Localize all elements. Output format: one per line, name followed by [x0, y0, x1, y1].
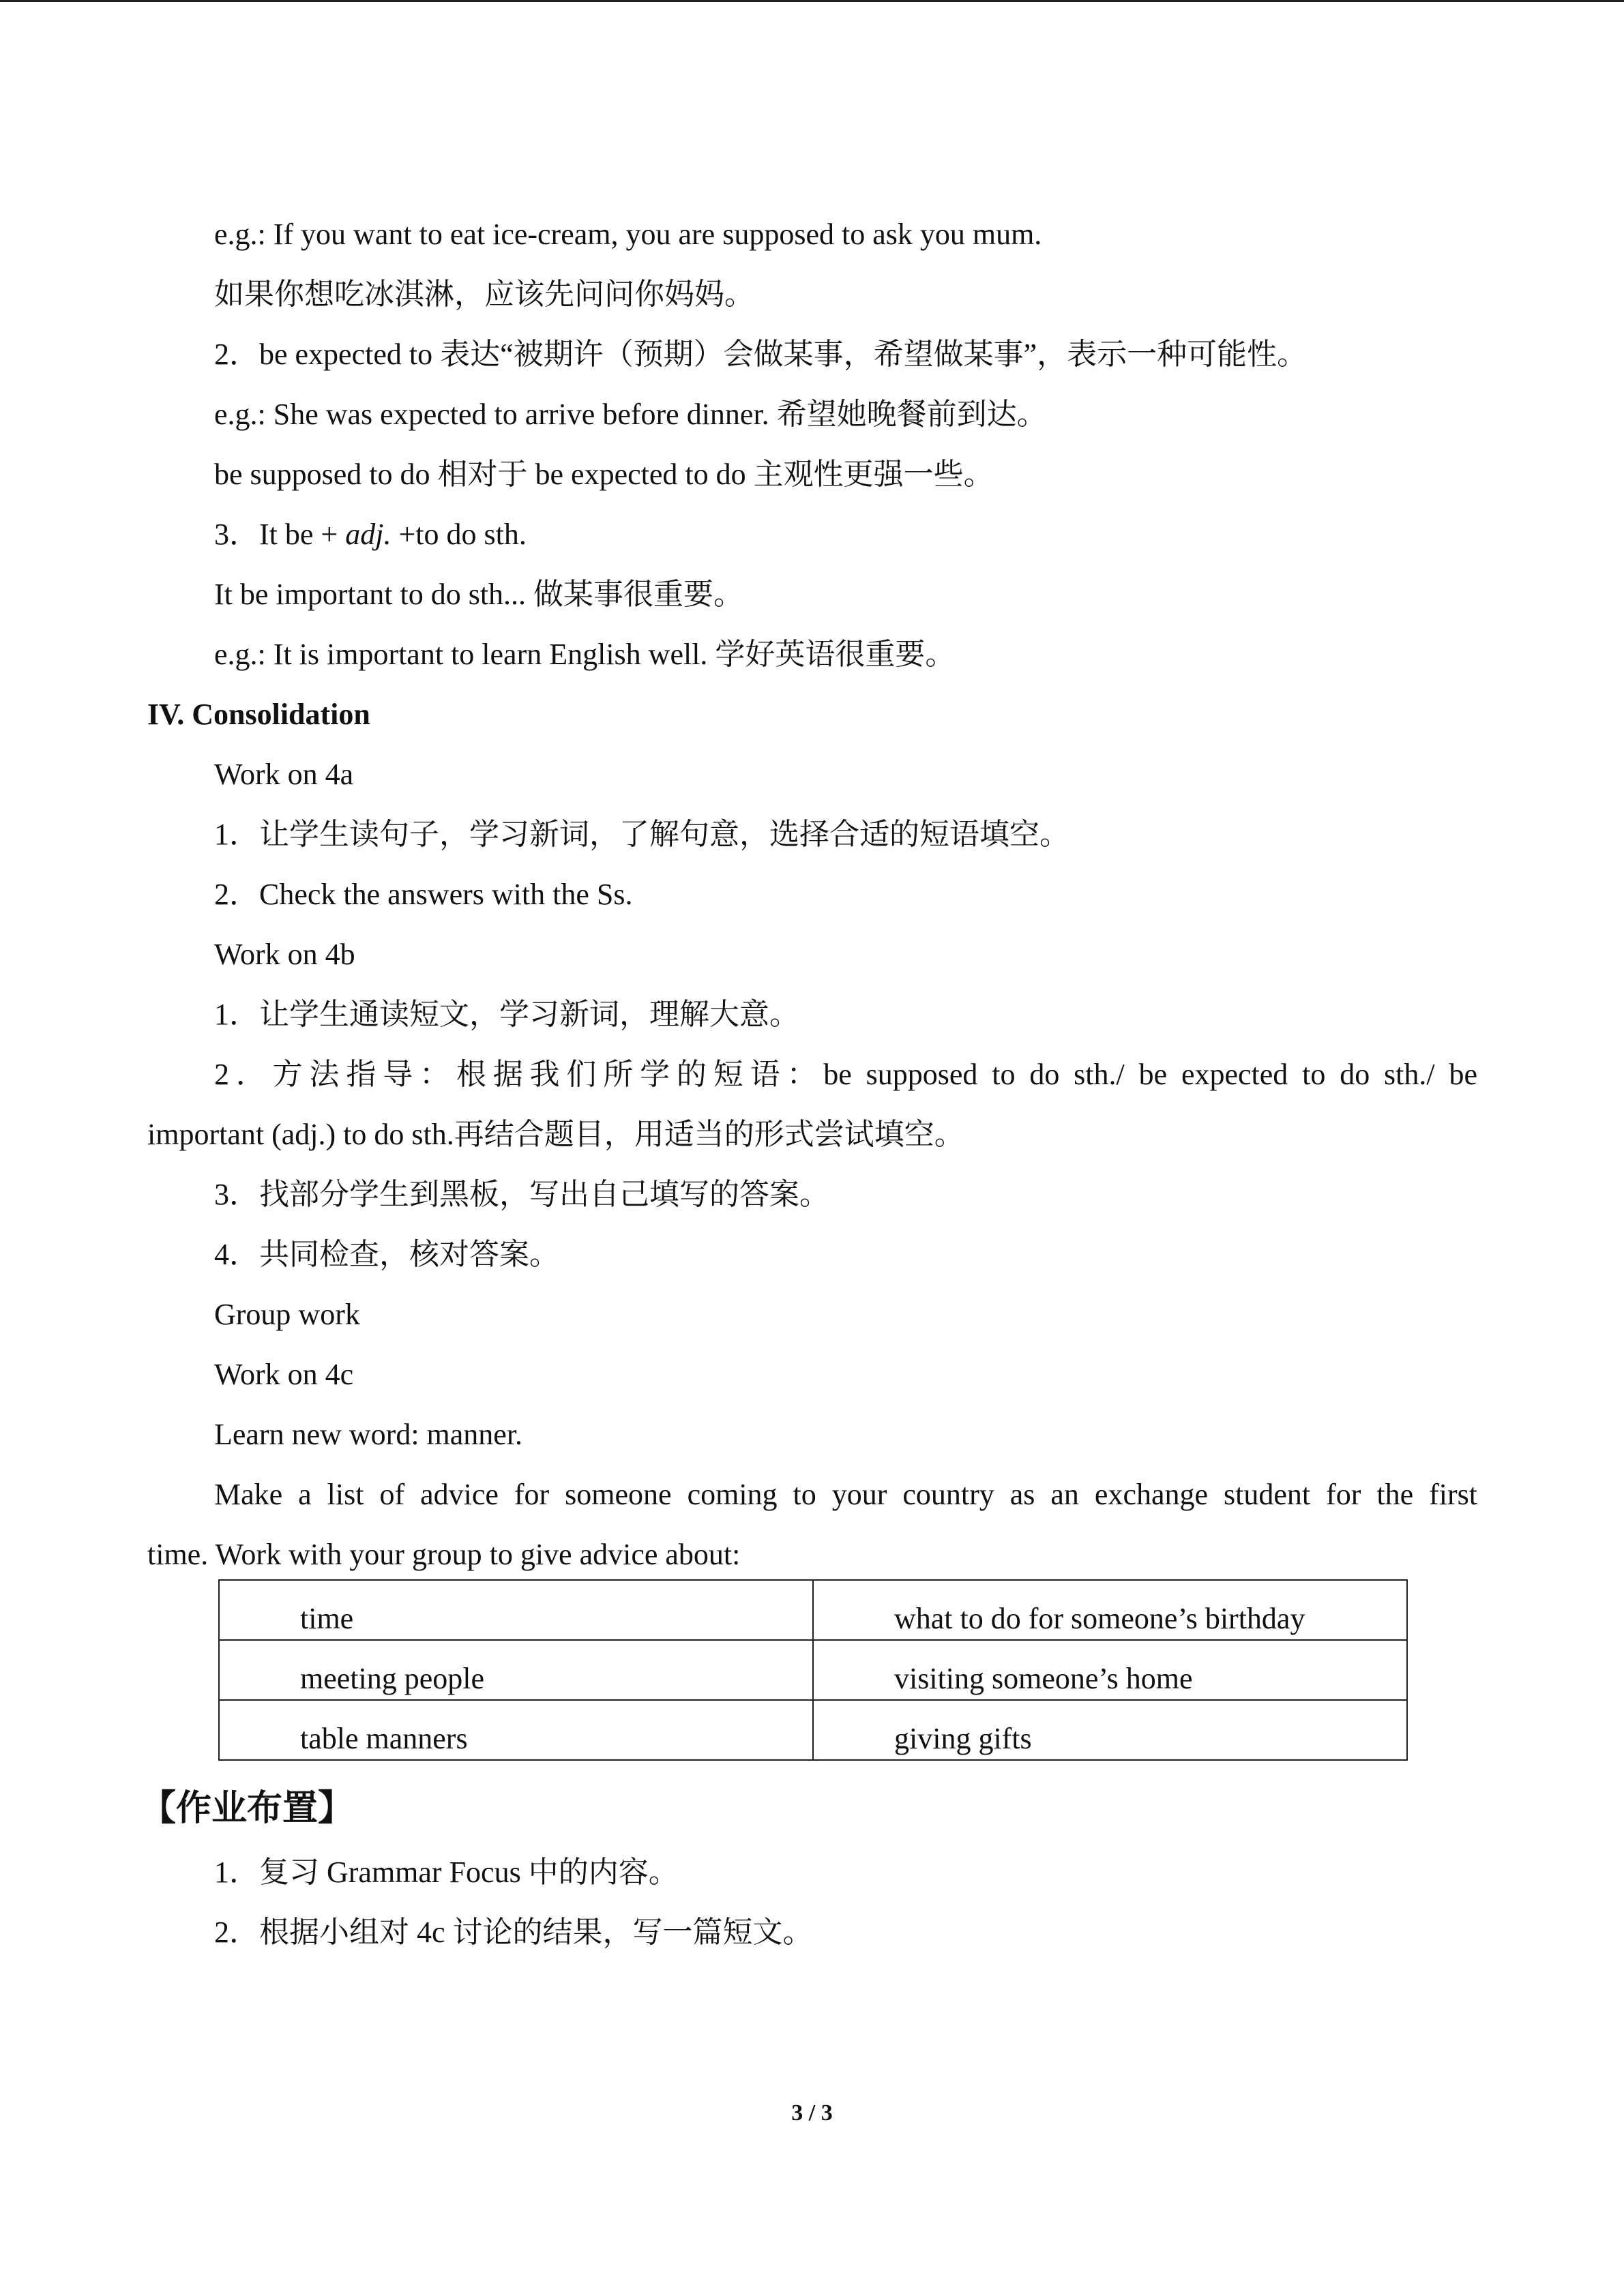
- example-line: e.g.: She was expected to arrive before dinner. 希望她晚餐前到达。: [214, 398, 1047, 431]
- advice-topics-table: [218, 1579, 1408, 1761]
- homework-item: 2．根据小组对 4c 讨论的结果，写一篇短文。: [214, 1915, 813, 1949]
- table-cell: visiting someone’s home: [813, 1640, 1407, 1700]
- work-4b-label: Work on 4b: [214, 938, 355, 971]
- page-number: 3 / 3: [791, 2100, 833, 2126]
- table-cell: giving gifts: [813, 1700, 1407, 1760]
- item-it-be-suffix: +to do sth.: [391, 518, 527, 551]
- top-border-line: [0, 0, 1624, 2]
- step-line: 4．共同检查，核对答案。: [214, 1238, 559, 1271]
- important-pattern: It be important to do sth... 做某事很重要。: [214, 578, 744, 611]
- step-line-continued: important (adj.) to do sth.再结合题目，用适当的形式尝试填空。: [147, 1118, 964, 1151]
- instruction-line: Make a list of advice for someone coming to your country as an exchange student for the first: [214, 1478, 1477, 1511]
- homework-title: 【作业布置】: [141, 1788, 354, 1829]
- instruction-line-continued: time. Work with your group to give advice about:: [147, 1538, 741, 1571]
- item-it-be-prefix: 3．It be +: [214, 518, 346, 551]
- table-cell: time: [219, 1580, 813, 1640]
- adj-italic: adj.: [345, 518, 392, 551]
- table-cell: what to do for someone’s birthday: [813, 1580, 1407, 1640]
- group-work-label: Group work: [214, 1298, 360, 1331]
- step-line: 3．找部分学生到黑板，写出自己填写的答案。: [214, 1178, 829, 1211]
- step-line: 2．方法指导：根据我们所学的短语：be supposed to do sth./ be expected to do sth./ be: [214, 1058, 1477, 1091]
- example-line: e.g.: If you want to eat ice-cream, you are supposed to ask you mum.: [214, 218, 1042, 251]
- example-line: e.g.: It is important to learn English well. 学好英语很重要。: [214, 638, 956, 671]
- item-it-be-adj: [147, 505, 1477, 565]
- item-expected-to: 2．be expected to 表达“被期许（预期）会做某事，希望做某事”，表示一种可能性。: [214, 338, 1308, 371]
- homework-item: 1．复习 Grammar Focus 中的内容。: [214, 1855, 679, 1889]
- step-line: 2．Check the answers with the Ss.: [214, 878, 633, 911]
- work-4a-label: Work on 4a: [214, 758, 354, 791]
- example-translation: 如果你想吃冰淇淋，应该先问问你妈妈。: [214, 278, 754, 311]
- comparison-note: be supposed to do 相对于 be expected to do 主观性更强一些。: [214, 458, 994, 491]
- step-line: 1．让学生读句子，学习新词，了解句意，选择合适的短语填空。: [214, 818, 1069, 851]
- new-word-line: Learn new word: manner.: [214, 1418, 523, 1451]
- work-4c-label: Work on 4c: [214, 1358, 354, 1391]
- section-heading: IV. Consolidation: [147, 698, 370, 731]
- table-row: [219, 1580, 1407, 1640]
- page-content: [141, 205, 1477, 1963]
- step-line: 1．让学生通读短文，学习新词，理解大意。: [214, 998, 799, 1031]
- table-cell: meeting people: [219, 1640, 813, 1700]
- table-row: [219, 1700, 1407, 1760]
- table-row: [219, 1640, 1407, 1700]
- table-cell: table manners: [219, 1700, 813, 1760]
